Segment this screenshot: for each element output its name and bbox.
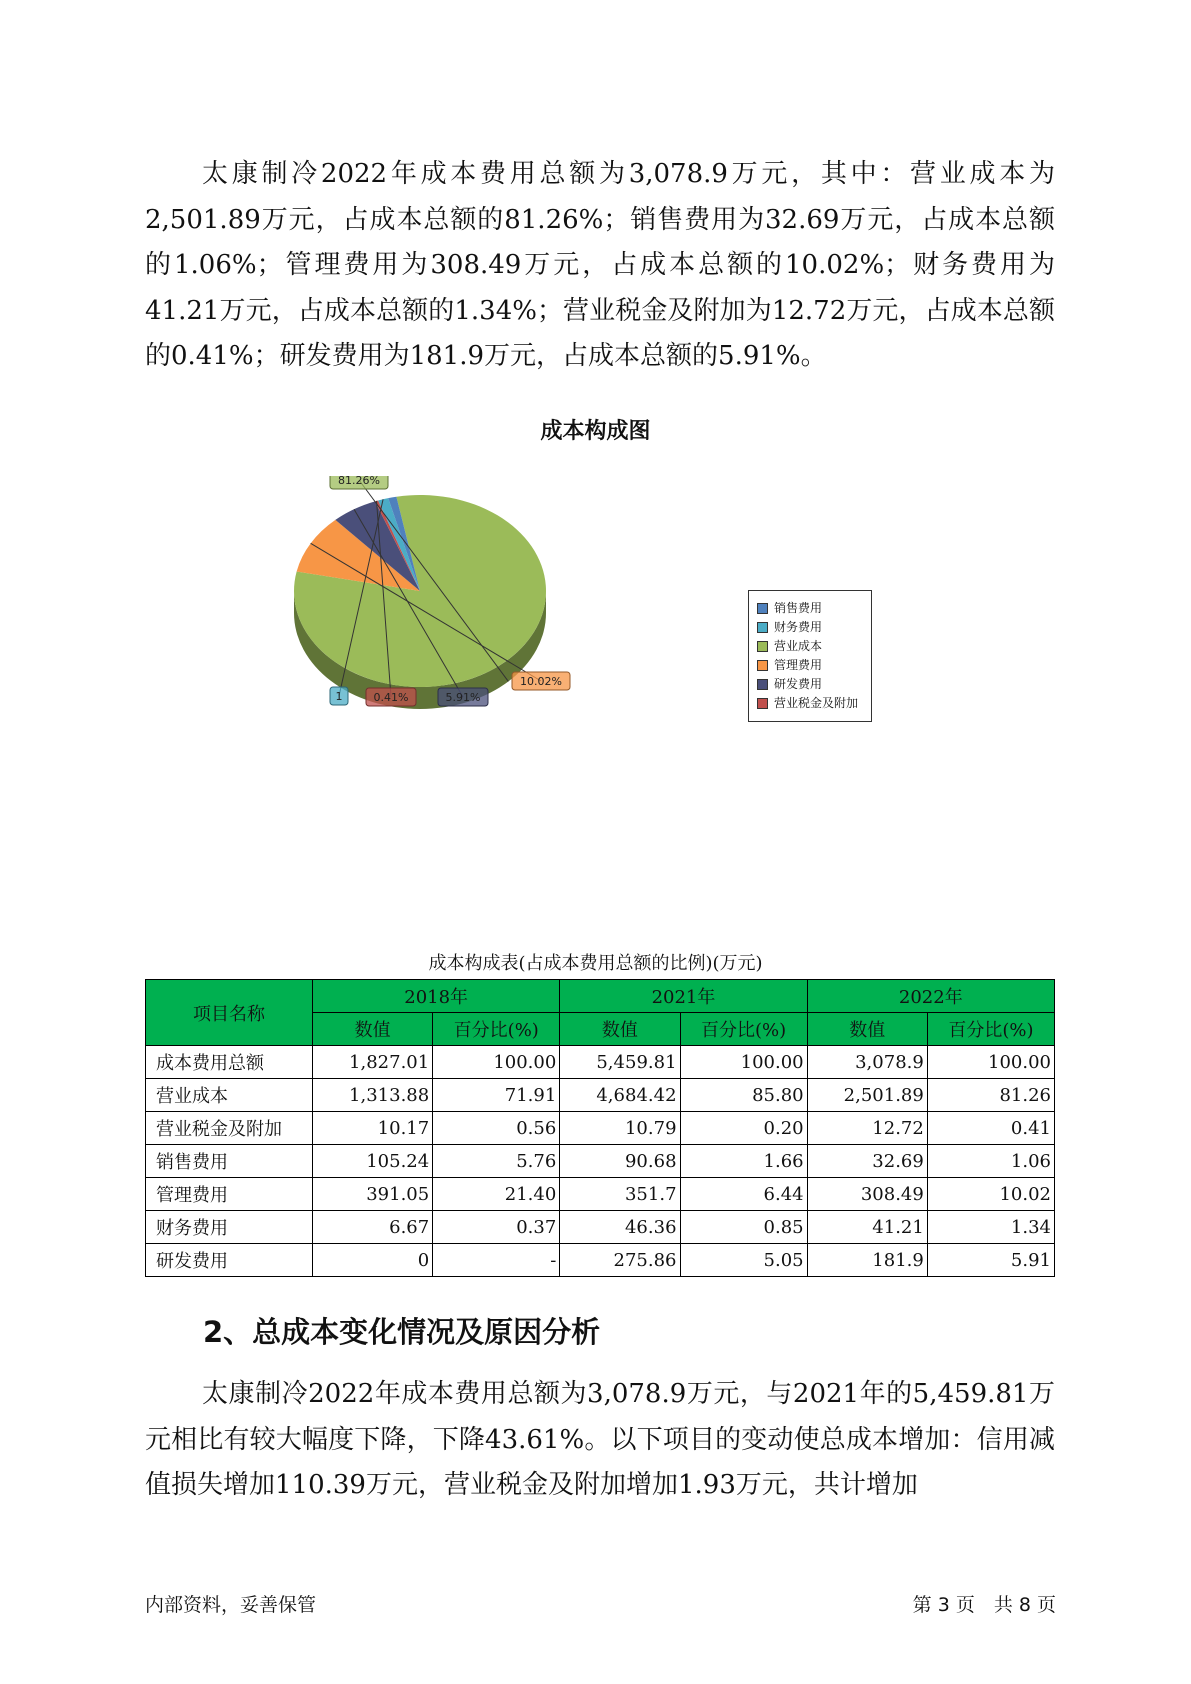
- table-row: [146, 1178, 1055, 1211]
- legend-label: 管理费用: [774, 658, 823, 672]
- footer-page-number: 第 3 页 共 8 页: [912, 1594, 1056, 1616]
- data-label: 81.26%: [338, 476, 380, 487]
- legend-item: [757, 637, 871, 656]
- row-name-cell: 成本费用总额: [146, 1046, 313, 1079]
- value-header: 数值: [560, 1013, 680, 1046]
- percent-cell: 100.00: [927, 1046, 1054, 1079]
- section-heading: 2、总成本变化情况及原因分析: [203, 1315, 601, 1349]
- percent-cell: 1.34: [927, 1211, 1054, 1244]
- row-name-cell: 财务费用: [146, 1211, 313, 1244]
- legend-swatch: [757, 698, 768, 709]
- legend-item: [757, 694, 871, 713]
- value-cell: 90.68: [560, 1145, 680, 1178]
- year-header: 2021年: [560, 980, 807, 1013]
- legend-swatch: [757, 679, 768, 690]
- table-row: [146, 1046, 1055, 1079]
- legend-item: [757, 599, 871, 618]
- percent-cell: 5.91: [927, 1244, 1054, 1277]
- row-name-cell: 研发费用: [146, 1244, 313, 1277]
- data-label: 1: [335, 690, 343, 703]
- legend-swatch: [757, 622, 768, 633]
- percent-cell: 5.05: [680, 1244, 807, 1277]
- percent-cell: 1.06: [927, 1145, 1054, 1178]
- value-cell: 391.05: [313, 1178, 433, 1211]
- chart-legend: [748, 590, 872, 722]
- data-label: 0.41%: [373, 691, 409, 704]
- value-cell: 105.24: [313, 1145, 433, 1178]
- percent-cell: 0.37: [433, 1211, 560, 1244]
- legend-label: 研发费用: [774, 677, 823, 691]
- percent-cell: 21.40: [433, 1178, 560, 1211]
- percent-cell: 71.91: [433, 1079, 560, 1112]
- legend-swatch: [757, 641, 768, 652]
- table-row: [146, 1145, 1055, 1178]
- item-header: 项目名称: [146, 980, 313, 1046]
- table-caption: 成本构成表(占成本费用总额的比例)(万元): [428, 953, 763, 974]
- percent-cell: 0.85: [680, 1211, 807, 1244]
- legend-label: 营业成本: [774, 639, 823, 653]
- percent-cell: 5.76: [433, 1145, 560, 1178]
- percent-cell: 81.26: [927, 1079, 1054, 1112]
- cost-pie-chart: [290, 476, 620, 736]
- value-cell: 4,684.42: [560, 1079, 680, 1112]
- data-label: 10.02%: [520, 675, 562, 688]
- year-header: 2022年: [807, 980, 1054, 1013]
- percent-cell: 0.41: [927, 1112, 1054, 1145]
- intro-paragraph: 太康制冷2022年成本费用总额为3,078.9万元，其中：营业成本为2,501.89万元，占成本总额的81.26%；销售费用为32.69万元，占成本总额的1.06%；管理费用为308.49万元，占成本总额的10.02%；财务费用为41.21万元，占成本总额的1.34%；营业税金及附加为12.72万元，占成本总额的0.41%；研发费用为181.9万元，占成本总额的5.91%。: [145, 159, 1055, 371]
- data-label: 5.91%: [445, 691, 481, 704]
- year-header: 2018年: [313, 980, 560, 1013]
- percent-header: 百分比(%): [680, 1013, 807, 1046]
- value-cell: 10.79: [560, 1112, 680, 1145]
- legend-swatch: [757, 603, 768, 614]
- row-name-cell: 营业税金及附加: [146, 1112, 313, 1145]
- row-name-cell: 营业成本: [146, 1079, 313, 1112]
- row-name-cell: 销售费用: [146, 1145, 313, 1178]
- table-row: [146, 1112, 1055, 1145]
- value-header: 数值: [313, 1013, 433, 1046]
- legend-label: 财务费用: [774, 620, 823, 634]
- footer-confidential-note: 内部资料，妥善保管: [145, 1594, 317, 1616]
- value-cell: 2,501.89: [807, 1079, 927, 1112]
- table-row: [146, 1079, 1055, 1112]
- value-cell: 10.17: [313, 1112, 433, 1145]
- percent-cell: 85.80: [680, 1079, 807, 1112]
- percent-cell: 0.20: [680, 1112, 807, 1145]
- value-cell: 181.9: [807, 1244, 927, 1277]
- table-row: [146, 1211, 1055, 1244]
- percent-cell: 0.56: [433, 1112, 560, 1145]
- legend-label: 销售费用: [774, 601, 823, 615]
- legend-item: [757, 675, 871, 694]
- value-cell: 1,827.01: [313, 1046, 433, 1079]
- legend-label: 营业税金及附加: [774, 696, 859, 710]
- value-cell: 41.21: [807, 1211, 927, 1244]
- percent-header: 百分比(%): [927, 1013, 1054, 1046]
- value-cell: 32.69: [807, 1145, 927, 1178]
- percent-cell: 100.00: [433, 1046, 560, 1079]
- value-header: 数值: [807, 1013, 927, 1046]
- legend-swatch: [757, 660, 768, 671]
- analysis-paragraph: 太康制冷2022年成本费用总额为3,078.9万元，与2021年的5,459.81万元相比有较大幅度下降，下降43.61%。以下项目的变动使总成本增加：信用减值损失增加110.39万元，营业税金及附加增加1.93万元，共计增加: [145, 1379, 1055, 1500]
- legend-item: [757, 618, 871, 637]
- table-row: [146, 1244, 1055, 1277]
- cost-table: [145, 979, 1055, 1277]
- row-name-cell: 管理费用: [146, 1178, 313, 1211]
- chart-title: 成本构成图: [540, 419, 651, 444]
- percent-cell: 10.02: [927, 1178, 1054, 1211]
- value-cell: 6.67: [313, 1211, 433, 1244]
- value-cell: 308.49: [807, 1178, 927, 1211]
- value-cell: 1,313.88: [313, 1079, 433, 1112]
- percent-cell: 100.00: [680, 1046, 807, 1079]
- percent-header: 百分比(%): [433, 1013, 560, 1046]
- percent-cell: 6.44: [680, 1178, 807, 1211]
- value-cell: 351.7: [560, 1178, 680, 1211]
- value-cell: 275.86: [560, 1244, 680, 1277]
- legend-item: [757, 656, 871, 675]
- value-cell: 46.36: [560, 1211, 680, 1244]
- value-cell: 3,078.9: [807, 1046, 927, 1079]
- percent-cell: 1.66: [680, 1145, 807, 1178]
- percent-cell: -: [433, 1244, 560, 1277]
- value-cell: 5,459.81: [560, 1046, 680, 1079]
- value-cell: 12.72: [807, 1112, 927, 1145]
- value-cell: 0: [313, 1244, 433, 1277]
